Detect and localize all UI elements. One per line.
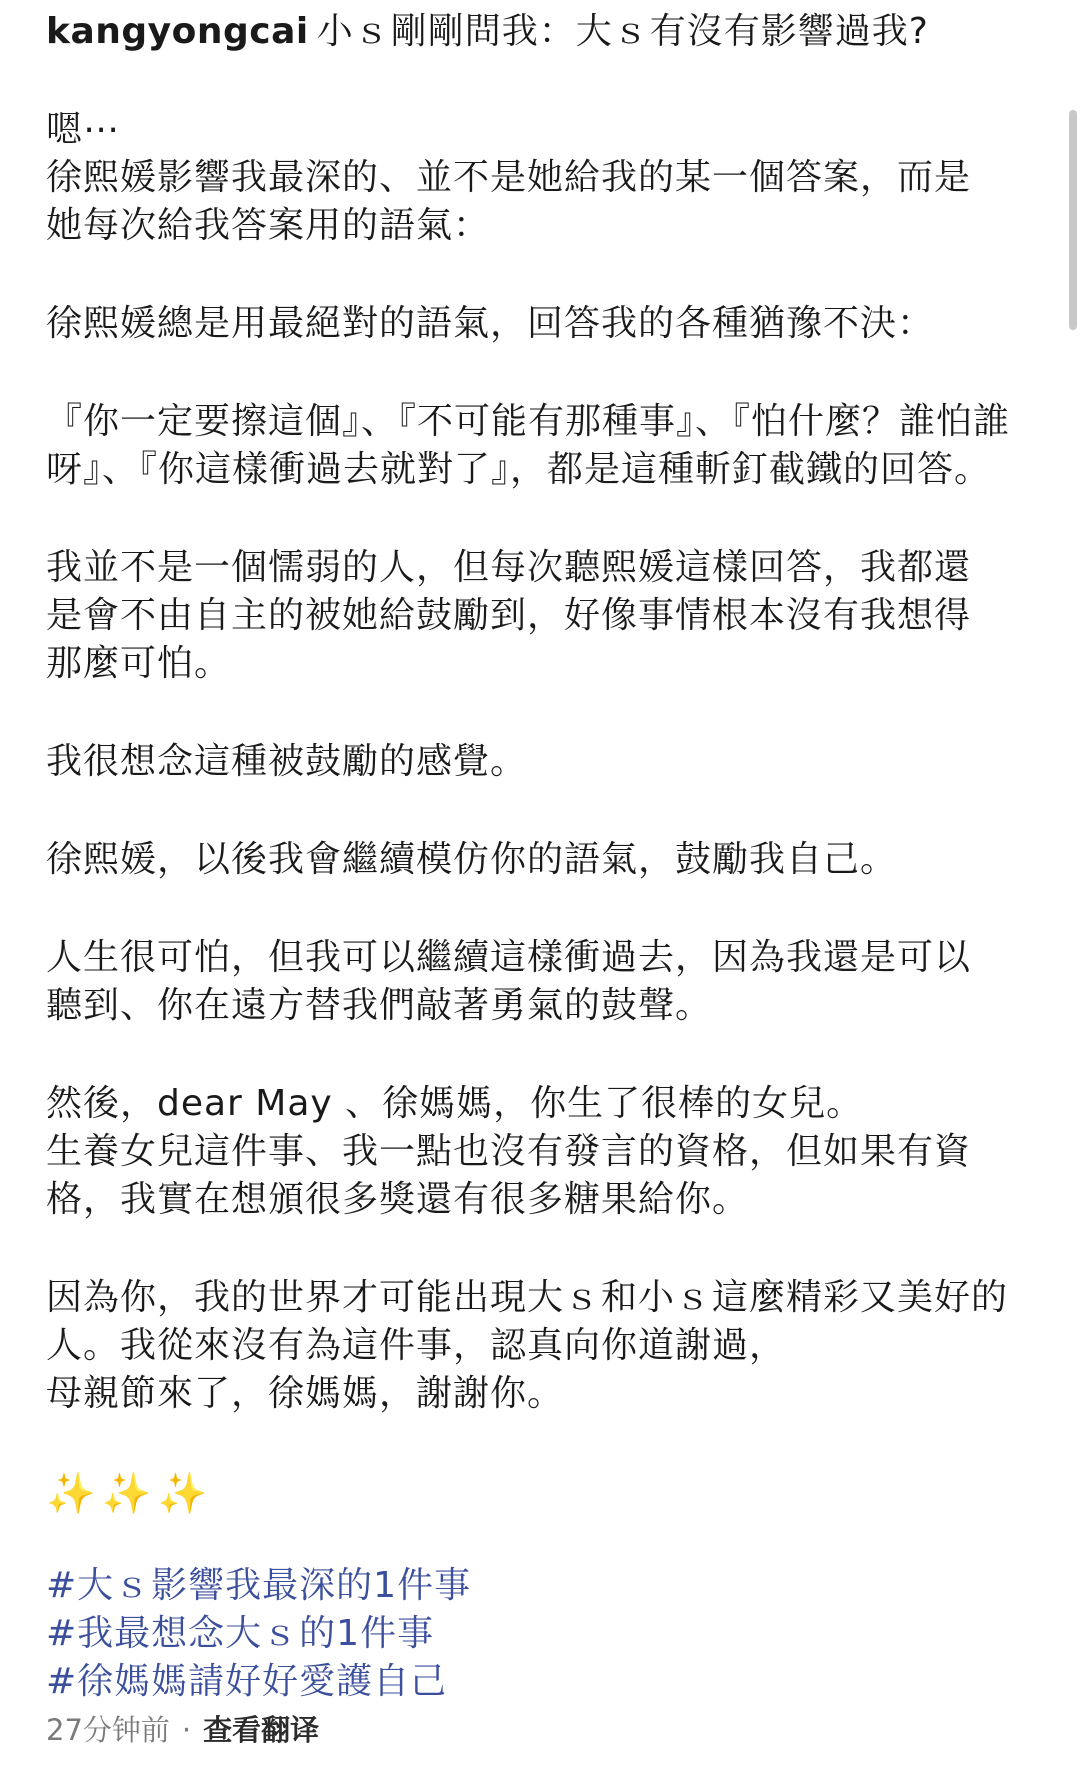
- caption-line: 她每次給我答案用的語氣：: [46, 205, 491, 246]
- paragraph-4: [46, 398, 1036, 494]
- caption-line: 生養女兒這件事、我一點也沒有發言的資格，但如果有資: [46, 1131, 972, 1172]
- caption-line: 聽到、你在遠方替我們敲著勇氣的鼓聲。: [46, 985, 713, 1026]
- sparkles-icon: ✨✨✨: [46, 1471, 214, 1517]
- scrollbar-thumb[interactable]: [1069, 110, 1077, 330]
- caption-line: 人生很可怕，但我可以繼續這樣衝過去，因為我還是可以: [46, 937, 972, 978]
- caption-title: 小ｓ剛剛問我：大ｓ有沒有影響過我?: [316, 11, 929, 52]
- caption-line: 那麼可怕。: [46, 643, 232, 684]
- paragraph-9: [46, 1080, 1036, 1224]
- see-translation-button[interactable]: 查看翻译: [203, 1713, 320, 1747]
- meta-separator: ·: [181, 1713, 192, 1747]
- caption-line: 我很想念這種被鼓勵的感覺。: [46, 741, 528, 782]
- paragraph-7: [46, 836, 1036, 884]
- post-caption: [46, 8, 1036, 1752]
- paragraph-10: [46, 1274, 1036, 1418]
- caption-line: 徐熙媛，以後我會繼續模仿你的語氣，鼓勵我自己。: [46, 839, 898, 880]
- caption-line: 是會不由自主的被她給鼓勵到，好像事情根本沒有我想得: [46, 595, 972, 636]
- post-meta: [46, 1708, 1036, 1752]
- caption-line: 母親節來了，徐媽媽，謝謝你。: [46, 1373, 565, 1414]
- caption-line: 我並不是一個懦弱的人，但每次聽熙媛這樣回答，我都還: [46, 547, 972, 588]
- paragraph-8: [46, 934, 1036, 1030]
- caption-line: 徐熙媛影響我最深的、並不是她給我的某一個答案，而是: [46, 157, 972, 198]
- caption-line: 徐熙媛總是用最絕對的語氣，回答我的各種猶豫不決：: [46, 303, 935, 344]
- caption-line: 『你一定要擦這個』、『不可能有那種事』、『怕什麼？誰怕誰: [46, 401, 1011, 442]
- timestamp: 27分钟前: [46, 1713, 170, 1747]
- hashtag-list: [46, 1562, 1036, 1706]
- hashtag-link[interactable]: #徐媽媽請好好愛護自己: [46, 1661, 448, 1702]
- hashtag-link[interactable]: #我最想念大ｓ的1件事: [46, 1613, 435, 1654]
- username-link[interactable]: kangyongcai: [46, 11, 309, 52]
- caption-header: [46, 8, 1036, 56]
- paragraph-5: [46, 544, 1036, 688]
- caption-line: 人。我從來沒有為這件事，認真向你道謝過，: [46, 1325, 787, 1366]
- paragraph-2: [46, 154, 1036, 250]
- caption-line: 然後，dear May 、徐媽媽，你生了很棒的女兒。: [46, 1083, 864, 1124]
- hashtag-link[interactable]: #大ｓ影響我最深的1件事: [46, 1565, 472, 1606]
- caption-line: 格，我實在想頒很多獎還有很多糖果給你。: [46, 1179, 750, 1220]
- caption-line: 呀』、『你這樣衝過去就對了』，都是這種斬釘截鐵的回答。: [46, 449, 992, 490]
- caption-line: 因為你，我的世界才可能出現大ｓ和小ｓ這麼精彩又美好的: [46, 1277, 1009, 1318]
- paragraph-1: [46, 106, 1036, 154]
- caption-line: 嗯⋯: [46, 109, 121, 150]
- paragraph-3: [46, 300, 1036, 348]
- paragraph-6: [46, 738, 1036, 786]
